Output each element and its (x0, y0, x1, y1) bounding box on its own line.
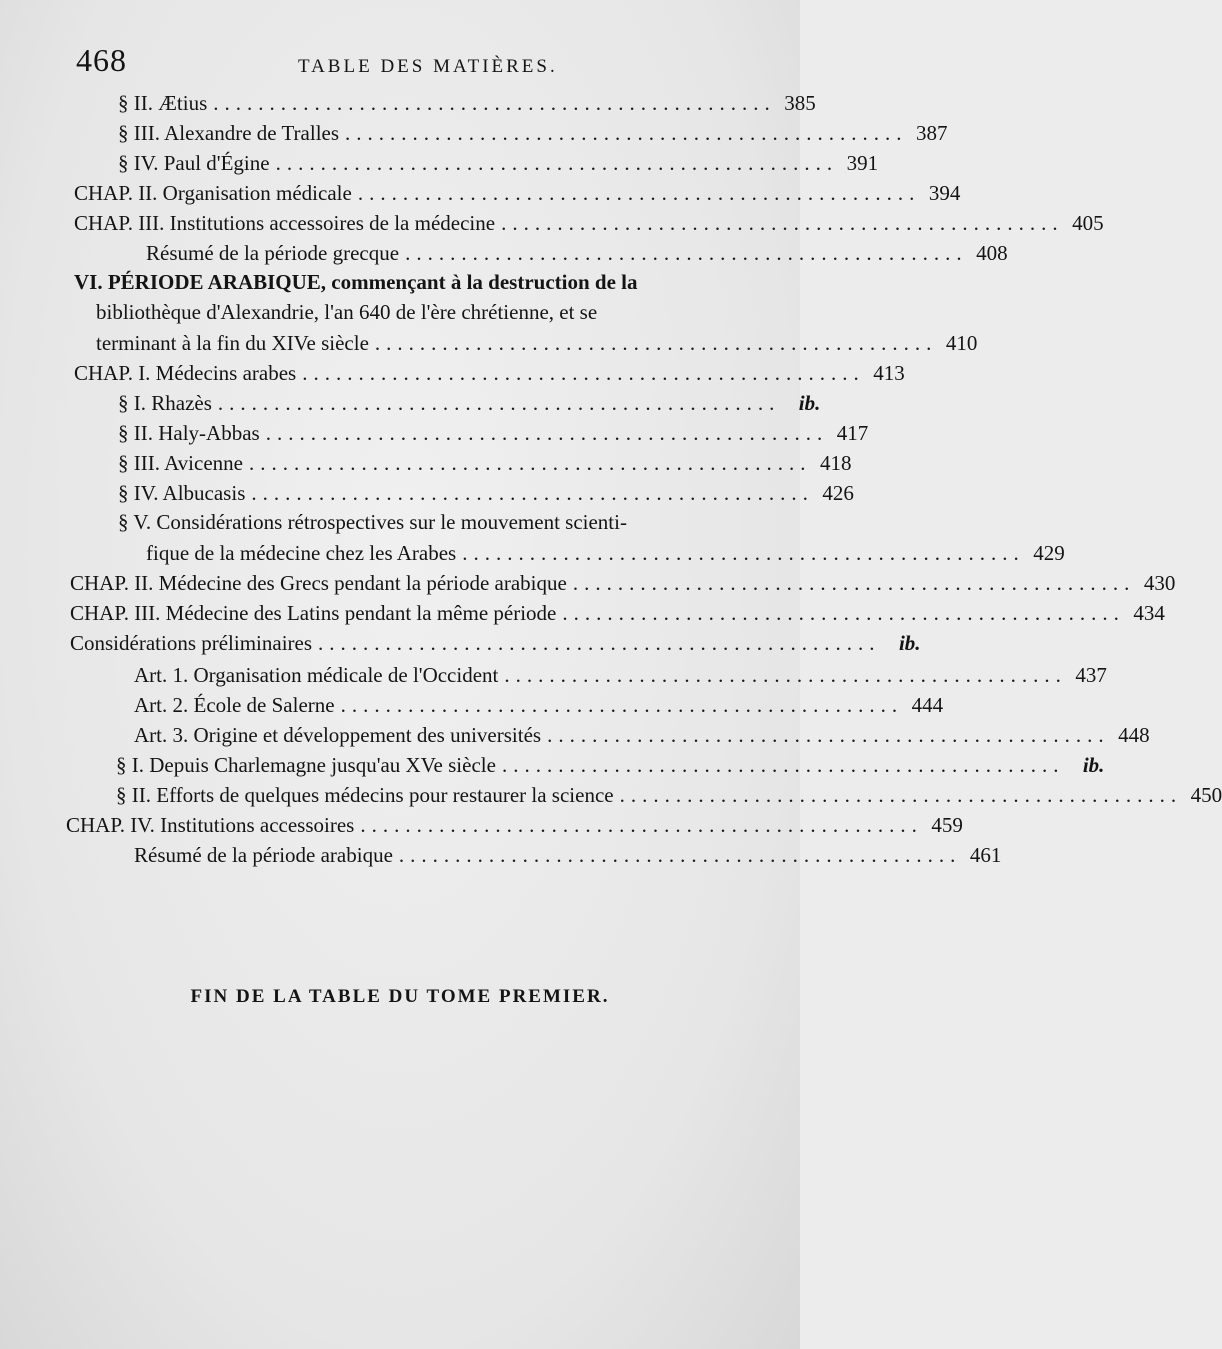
toc-entry-title: § V. Considérations rétrospectives sur le mouvement scienti- (118, 510, 627, 534)
toc-entry-title: § II. Ætius (118, 91, 208, 115)
toc-entry-page: 413 (873, 361, 905, 385)
toc-entry-title: § III. Alexandre de Tralles (118, 121, 340, 145)
toc-entry (116, 778, 1222, 808)
toc-entry-page: 430 (1143, 571, 1176, 595)
toc-entry-page: 387 (916, 121, 948, 145)
toc-entry-page: 426 (822, 481, 854, 505)
toc-entry-page: 461 (969, 843, 1002, 867)
toc-entry-title: Art. 2. École de Salerne (134, 693, 335, 717)
toc-entry-page: 450 (1190, 783, 1222, 807)
toc-entry-page: 418 (819, 451, 852, 475)
leader-dots: .................................................. (248, 451, 812, 475)
toc-entry (118, 86, 816, 116)
toc-entry (118, 386, 821, 416)
toc-entry-title: § III. Avicenne (118, 451, 243, 475)
leader-dots: .................................................. (318, 631, 881, 655)
toc-entry-title: § I. Depuis Charlemagne jusqu'au XVe siècle (116, 753, 496, 777)
toc-entry-page: 444 (911, 693, 944, 717)
toc-entry-title: CHAP. III. Médecine des Latins pendant la même période (70, 601, 557, 625)
toc-entry-page: 405 (1072, 211, 1104, 235)
leader-dots: .................................................. (547, 723, 1110, 747)
leader-dots: .................................................. (504, 663, 1067, 687)
page-number: 468 (76, 42, 127, 78)
leader-dots: .................................................. (501, 753, 1065, 777)
toc-entry (118, 116, 948, 146)
toc-entry-page: 417 (836, 421, 869, 445)
toc-entry-page: 410 (945, 331, 978, 355)
toc-entry-title: Art. 3. Origine et développement des universités (134, 723, 542, 747)
toc-entry-page: 429 (1033, 541, 1065, 565)
toc-entry (70, 596, 1165, 626)
toc-entry (70, 626, 921, 656)
leader-dots: .................................................. (360, 813, 923, 837)
section-heading-continued: bibliothèque d'Alexandrie, l'an 640 de l'ère chrétienne, et se (96, 300, 598, 324)
toc-entry (70, 566, 1176, 596)
toc-entry (146, 236, 1008, 266)
leader-dots: .................................................. (501, 211, 1064, 235)
toc-entry-page: 459 (931, 813, 963, 837)
toc-entry-title: CHAP. II. Organisation médicale (74, 181, 352, 205)
leader-dots: .................................................. (302, 361, 865, 385)
toc-entry (74, 206, 1104, 236)
toc-entry-title: CHAP. III. Institutions accessoires de la médecine (74, 211, 496, 235)
toc-entry (66, 808, 963, 838)
toc-entry-title: CHAP. I. Médecins arabes (74, 361, 297, 385)
toc-entry (116, 748, 1105, 778)
toc-entry-page: 385 (784, 91, 816, 115)
end-of-table-note: FIN DE LA TABLE DU TOME PREMIER. (190, 986, 610, 1007)
toc-entry (74, 356, 905, 386)
leader-dots: .................................................. (357, 181, 921, 205)
toc-entry-page: ib. (798, 391, 821, 415)
toc-entry (118, 446, 852, 476)
leader-dots: .................................................. (374, 331, 938, 355)
toc-entry-page: 434 (1133, 601, 1165, 625)
toc-entry-title: § IV. Albucasis (118, 481, 246, 505)
leader-dots: .................................................. (562, 601, 1125, 625)
leader-dots: .................................................. (398, 843, 962, 867)
leader-dots: .................................................. (340, 693, 904, 717)
leader-dots: .................................................. (572, 571, 1136, 595)
toc-entry-title: Art. 1. Organisation médicale de l'Occident (134, 663, 499, 687)
toc-entry-title: Considérations préliminaires (70, 631, 313, 655)
running-title: TABLE DES MATIÈRES. (298, 56, 558, 77)
page-header (76, 42, 766, 82)
toc-entry-page: ib. (898, 631, 921, 655)
leader-dots: .................................................. (265, 421, 829, 445)
toc-entry-page: 394 (928, 181, 961, 205)
toc-entry-title: § II. Haly-Abbas (118, 421, 260, 445)
toc-entry-title: § I. Rhazès (118, 391, 212, 415)
toc-entry (146, 536, 1065, 566)
toc-entry (134, 838, 1002, 868)
toc-entry (118, 476, 854, 506)
toc-entry-title: § IV. Paul d'Égine (118, 151, 270, 175)
toc-entry-page: 391 (846, 151, 879, 175)
toc-entry (134, 688, 944, 718)
leader-dots: .................................................. (619, 783, 1183, 807)
leader-dots: .................................................. (251, 481, 814, 505)
toc-entry-page: 408 (976, 241, 1008, 265)
toc-entry (96, 326, 978, 356)
toc-entry-title: CHAP. II. Médecine des Grecs pendant la période arabique (70, 571, 567, 595)
leader-dots: .................................................. (275, 151, 839, 175)
toc-entry-title: Résumé de la période grecque (146, 241, 400, 265)
toc-entry-title: terminant à la fin du XIVe siècle (96, 331, 369, 355)
toc-entry-title: § II. Efforts de quelques médecins pour restaurer la science (116, 783, 614, 807)
section-heading: VI. PÉRIODE ARABIQUE, commençant à la destruction de la (74, 270, 638, 294)
leader-dots: .................................................. (217, 391, 781, 415)
toc-entry-page: 437 (1075, 663, 1107, 687)
toc-entry (74, 176, 961, 206)
toc-entry-page: ib. (1082, 753, 1105, 777)
toc-entry-title: CHAP. IV. Institutions accessoires (66, 813, 355, 837)
toc-entry-title: fique de la médecine chez les Arabes (146, 541, 457, 565)
leader-dots: .................................................. (345, 121, 908, 145)
toc-entry (134, 658, 1107, 688)
toc-entry (118, 416, 869, 446)
leader-dots: .................................................. (405, 241, 968, 265)
toc-entry-page: 448 (1118, 723, 1150, 747)
leader-dots: .................................................. (213, 91, 776, 115)
leader-dots: .................................................. (462, 541, 1025, 565)
toc-entry (118, 146, 879, 176)
toc-entry (134, 718, 1150, 748)
toc-entry-title: Résumé de la période arabique (134, 843, 393, 867)
